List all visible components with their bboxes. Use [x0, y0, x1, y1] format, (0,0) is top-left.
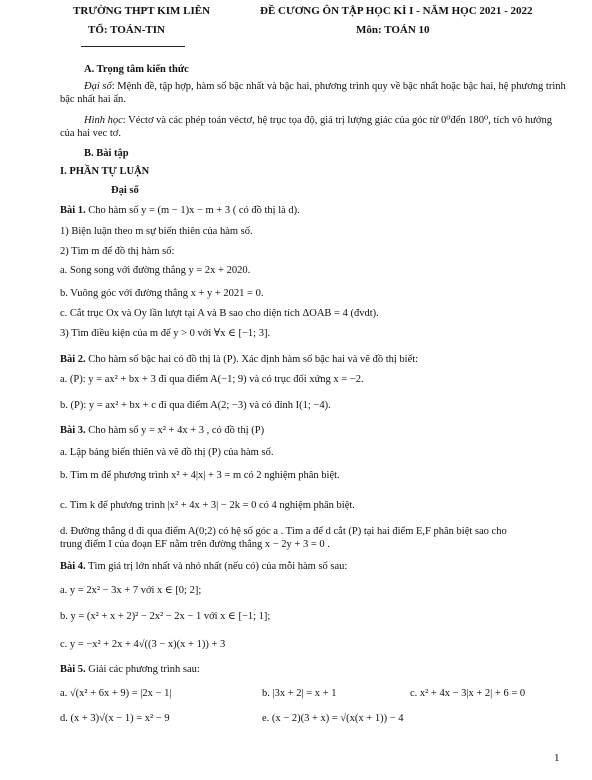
part1-subtitle: Đại số [111, 185, 139, 196]
problem-2-b: b. (P): y = ax² + bx + c đi qua điểm A(2; −3) và có đỉnh I(1; −4). [60, 400, 331, 411]
problem-3-c: c. Tìm k để phương trình |x² + 4x + 3| − 2k = 0 có 4 nghiệm phân biệt. [60, 500, 355, 511]
problem-4-label: Bài 4. [60, 561, 86, 572]
subject-label: Môn: TOÁN 10 [356, 24, 430, 36]
problem-1-stem [60, 205, 300, 218]
document-title: ĐỀ CƯƠNG ÔN TẬP HỌC KÌ I - NĂM HỌC 2021 - 2022 [260, 5, 533, 17]
problem-3-stem [60, 425, 264, 438]
section-a-title: A. Trọng tâm kiến thức [84, 64, 189, 75]
problem-4-text: Tìm giá trị lớn nhất và nhỏ nhất (nếu có) của mỗi hàm số sau: [88, 561, 348, 572]
problem-1-b: b. Vuông góc với đường thẳng x + y + 2021 = 0. [60, 288, 264, 299]
problem-5-stem [60, 664, 200, 677]
department-name: TỔ: TOÁN-TIN [88, 24, 165, 36]
problem-4-stem [60, 561, 347, 574]
problem-3-d-line1: d. Đường thẳng d đi qua điểm A(0;2) có hệ số góc a . Tìm a để d cắt (P) tại hai điểm E,F phân biệt sao cho [60, 526, 507, 537]
problem-4-b: b. y = (x² + x + 2)² − 2x² − 2x − 1 với x ∈ [−1; 1]; [60, 611, 271, 622]
problem-5-text: Giải các phương trình sau: [88, 664, 200, 675]
problem-1-q3: 3) Tìm điều kiện của m để y > 0 với ∀x ∈ [−1; 3]. [60, 328, 271, 339]
header-rule [81, 46, 185, 47]
problem-5-d: d. (x + 3)√(x − 1) = x² − 9 [60, 713, 170, 724]
problem-2-stem [60, 354, 418, 367]
problem-3-b: b. Tìm m để phương trình x² + 4|x| + 3 = m có 2 nghiệm phân biệt. [60, 470, 340, 481]
problem-5-a: a. √(x² + 6x + 9) = |2x − 1| [60, 688, 172, 699]
problem-1-c: c. Cắt trục Ox và Oy lần lượt tại A và B sao cho diện tích ΔOAB = 4 (đvdt). [60, 308, 379, 319]
algebra-focus [60, 80, 568, 106]
problem-5-e: e. (x − 2)(3 + x) = √(x(x + 1)) − 4 [262, 713, 404, 724]
problem-2-text: Cho hàm số bậc hai có đồ thị là (P). Xác định hàm số bậc hai và vẽ đồ thị biết: [88, 354, 419, 365]
algebra-label: Đại số [84, 81, 112, 92]
problem-5-b: b. |3x + 2| = x + 1 [262, 688, 337, 699]
algebra-text: : Mệnh đề, tập hợp, hàm số bậc nhất và bậc hai, phương trình quy về bậc nhất hoặc bậc hai, hệ phương trình bậc nhất hai ẩn. [60, 81, 566, 106]
problem-3-label: Bài 3. [60, 425, 86, 436]
geometry-label: Hình học [84, 115, 123, 126]
section-b-title: B. Bài tập [84, 148, 129, 159]
problem-2-a: a. (P): y = ax² + bx + 3 đi qua điểm A(−1; 9) và có trục đối xứng x = −2. [60, 374, 364, 385]
problem-4-a: a. y = 2x² − 3x + 7 với x ∈ [0; 2]; [60, 585, 202, 596]
problem-1-a: a. Song song với đường thẳng y = 2x + 2020. [60, 265, 251, 276]
problem-1-label: Bài 1. [60, 205, 86, 216]
problem-1-q1: 1) Biện luận theo m sự biến thiên của hàm số. [60, 226, 253, 237]
problem-3-text: Cho hàm số y = x² + 4x + 3 , có đồ thị (P) [88, 425, 265, 436]
problem-5-label: Bài 5. [60, 664, 86, 675]
geometry-text: : Véctơ và các phép toán véctơ, hệ trục tọa độ, giá trị lượng giác của góc từ 0⁰đến 180⁰, tích vô hướng của hai vec tơ. [60, 115, 552, 140]
part1-title: I. PHẦN TỰ LUẬN [60, 166, 150, 177]
page-number: 1 [554, 752, 560, 764]
problem-5-c: c. x² + 4x − 3|x + 2| + 6 = 0 [410, 688, 526, 699]
problem-4-c: c. y = −x² + 2x + 4√((3 − x)(x + 1)) + 3 [60, 639, 226, 650]
geometry-focus [60, 114, 568, 140]
problem-3-a: a. Lập bảng biến thiên và vẽ đồ thị (P) của hàm số. [60, 447, 274, 458]
problem-3-d-line2: trung điểm I của đoạn EF nằm trên đường thẳng x − 2y + 3 = 0 . [60, 539, 330, 550]
school-name: TRƯỜNG THPT KIM LIÊN [73, 5, 211, 17]
problem-1-text: Cho hàm số y = (m − 1)x − m + 3 ( có đồ thị là d). [88, 205, 300, 216]
problem-2-label: Bài 2. [60, 354, 86, 365]
problem-1-q2: 2) Tìm m để đồ thị hàm số: [60, 246, 175, 257]
